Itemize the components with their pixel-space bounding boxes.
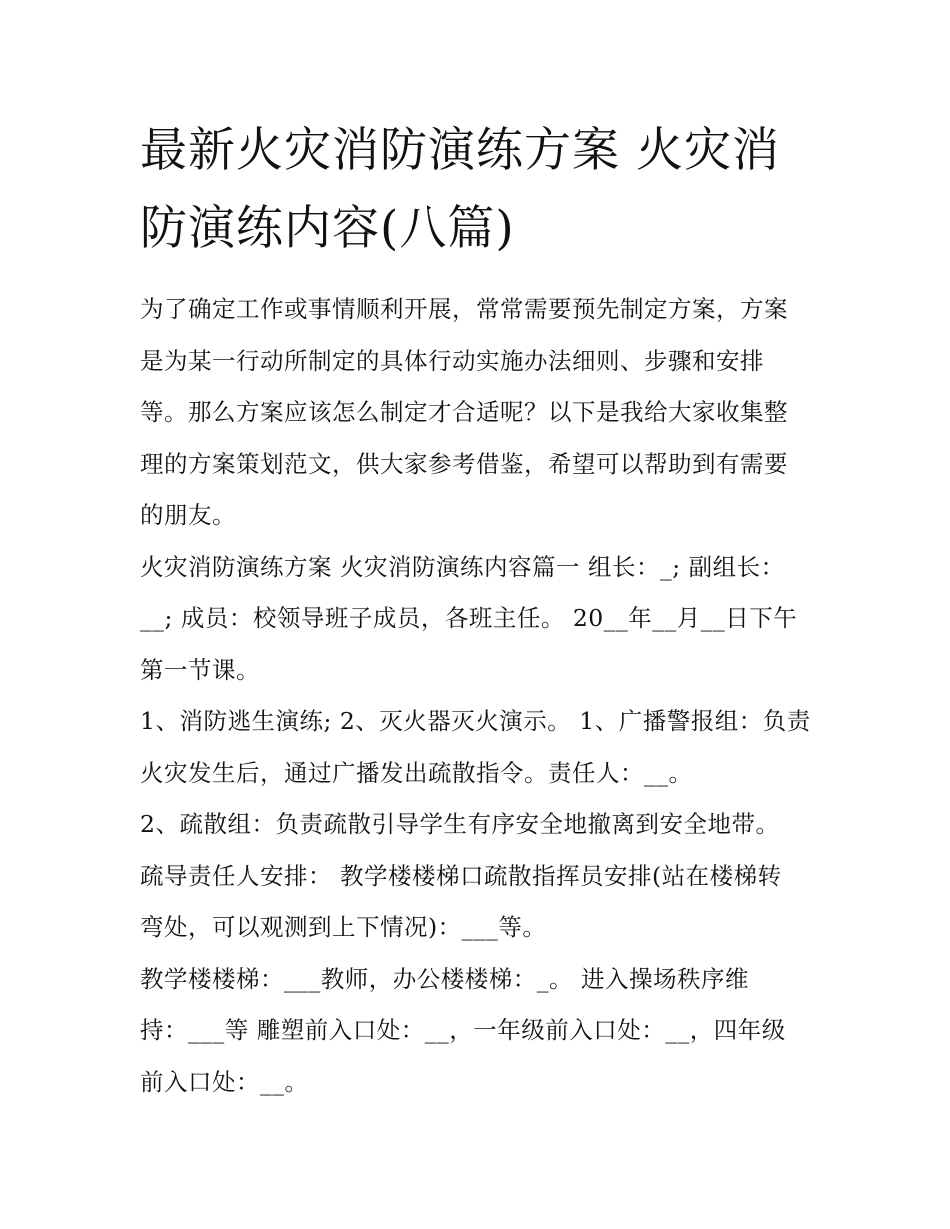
title-line: 最新火灾消防演练方案 火灾消 (140, 123, 780, 178)
text-line: 火灾发生后，通过广播发出疏散指令。责任人：__。 (140, 758, 693, 787)
text-line: 的朋友。 (140, 501, 236, 529)
document-title (140, 112, 820, 268)
text-line: 2、疏散组：负责疏散引导学生有序安全地撤离到安全地带。 (140, 810, 780, 838)
text-line: __; 成员：校领导班子成员，各班主任。 20__年__月__日下午 (140, 604, 798, 632)
text-line: 弯处，可以观测到上下情况)：___等。 (140, 913, 547, 941)
text-line: 是为某一行动所制定的具体行动实施办法细则、步骤和安排 (140, 346, 764, 375)
text-line: 教学楼楼梯：___教师，办公楼楼梯：_。 进入操场秩序维 (140, 964, 749, 993)
text-line: 前入口处：__。 (140, 1067, 309, 1096)
text-line: 第一节课。 (140, 655, 260, 684)
drill-content-paragraph (140, 696, 820, 799)
text-line: 疏导责任人安排： 教学楼楼梯口疏散指挥员安排(站在楼梯转 (140, 861, 782, 890)
text-line: 理的方案策划范文，供大家参考借鉴，希望可以帮助到有需要 (140, 449, 788, 478)
intro-paragraph (140, 284, 820, 542)
organization-paragraph (140, 542, 820, 697)
title-line: 防演练内容(八篇) (140, 201, 515, 256)
text-line: 1、消防逃生演练; 2、灭火器灭火演示。 1、广播警报组：负责 (140, 707, 811, 735)
evacuation-paragraph (140, 799, 820, 954)
staircase-paragraph (140, 954, 820, 1109)
text-line: 火灾消防演练方案 火灾消防演练内容篇一 组长：_; 副组长： (140, 552, 785, 581)
text-line: 为了确定工作或事情顺利开展，常常需要预先制定方案，方案 (140, 295, 788, 323)
text-line: 持：___等 雕塑前入口处：__，一年级前入口处：__，四年级 (140, 1016, 786, 1044)
text-line: 等。那么方案应该怎么制定才合适呢？以下是我给大家收集整 (140, 398, 788, 426)
document-page (140, 112, 820, 1108)
